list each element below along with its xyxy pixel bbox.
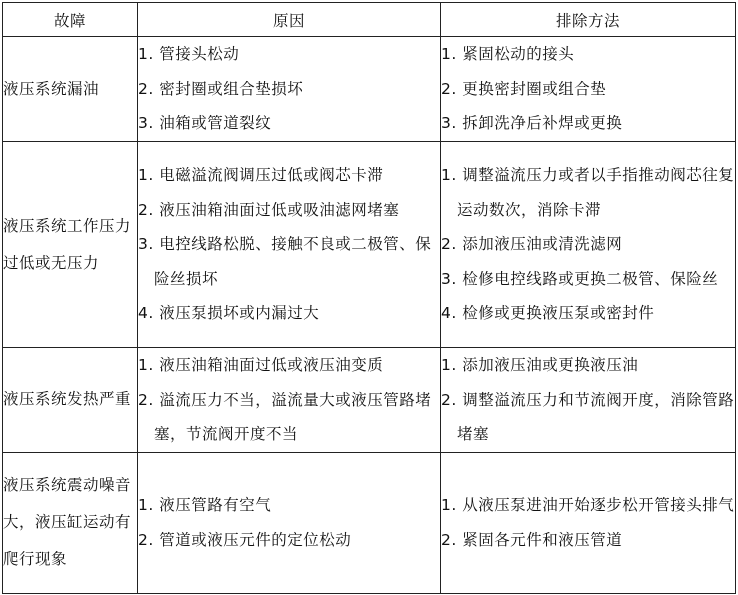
remedy-item: 1. 添加液压油或更换液压油 [441,356,639,374]
header-remedy: 排除方法 [441,3,736,37]
remedy-item: 3. 拆卸洗净后补焊或更换 [441,114,623,133]
remedy-item: 1. 调整溢流压力或者以手指推动阀芯往复运动数次，消除卡滞 [441,166,735,219]
cause-item: 1. 电磁溢流阀调压过低或阀芯卡滞 [138,166,384,185]
cause-item: 1. 液压油箱油面过低或液压油变质 [138,356,384,374]
remedy-item: 2. 添加液压油或清洗滤网 [441,235,623,254]
cause-item: 4. 液压泵损坏或内漏过大 [138,304,320,323]
cause-item: 2. 溢流压力不当，溢流量大或液压管路堵塞，节流阀开度不当 [138,390,432,443]
cause-item: 1. 液压管路有空气 [138,496,272,514]
cause-cell [138,348,441,453]
cause-item: 1. 管接头松动 [138,45,240,64]
cause-cell [138,452,441,593]
cause-cell [138,37,441,142]
remedy-cell [441,142,736,348]
remedy-cell [441,348,736,453]
fault-cell: 液压系统工作压力过低或无压力 [3,142,138,348]
cause-item: 2. 管道或液压元件的定位松动 [138,530,352,549]
remedy-item: 2. 紧固各元件和液压管道 [441,530,623,549]
remedy-item: 1. 从液压泵进油开始逐步松开管接头排气 [441,496,735,514]
fault-cell: 液压系统漏油 [3,37,138,142]
header-fault: 故障 [3,3,138,37]
fault-cell: 液压系统发热严重 [3,348,138,453]
cause-item: 3. 电控线路松脱、接触不良或二极管、保险丝损坏 [138,235,432,288]
table-row [3,142,736,348]
header-cause: 原因 [138,3,441,37]
table-row [3,348,736,453]
table-row [3,37,736,142]
remedy-item: 2. 调整溢流压力和节流阀开度，消除管路堵塞 [441,390,735,443]
cause-item: 2. 密封圈或组合垫损坏 [138,79,304,98]
cause-item: 2. 液压油箱油面过低或吸油滤网堵塞 [138,200,400,219]
fault-cell: 液压系统震动噪音大，液压缸运动有爬行现象 [3,452,138,593]
remedy-item: 2. 更换密封圈或组合垫 [441,79,607,98]
table-header-row [3,3,736,37]
cause-item: 3. 油箱或管道裂纹 [138,114,272,133]
remedy-item: 4. 检修或更换液压泵或密封件 [441,304,655,323]
cause-cell [138,142,441,348]
remedy-item: 1. 紧固松动的接头 [441,45,575,64]
remedy-item: 3. 检修电控线路或更换二极管、保险丝 [441,269,719,288]
fault-table [2,2,736,594]
table-row [3,452,736,593]
remedy-cell [441,37,736,142]
remedy-cell [441,452,736,593]
